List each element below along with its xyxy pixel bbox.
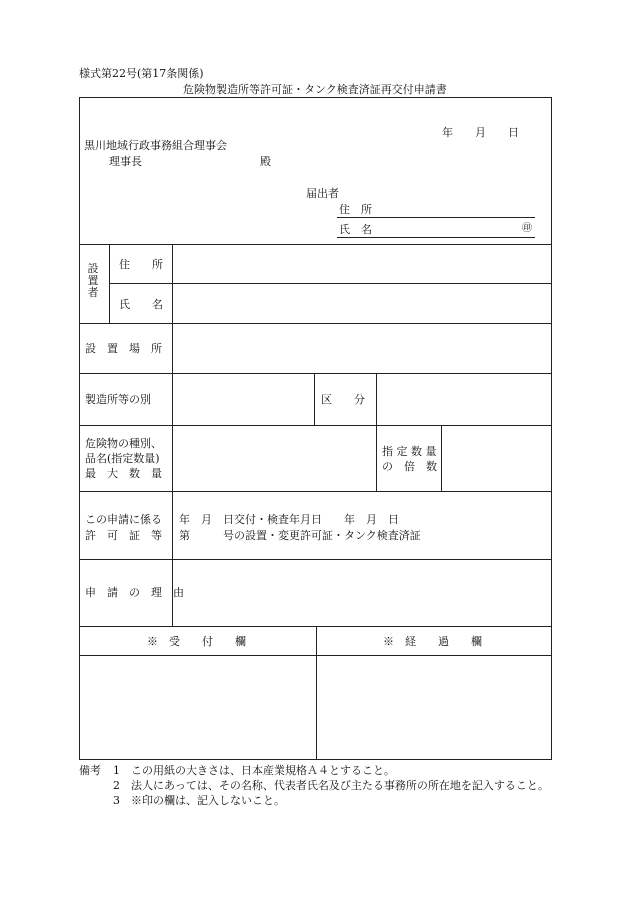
grid-line: [109, 283, 552, 284]
reception-header: ※ 受 付 欄: [147, 635, 246, 648]
hazmat-label-line1: 危険物の種別、: [85, 437, 162, 450]
note-text: この用紙の大きさは、日本産業規格Ａ４とすること。: [131, 764, 395, 777]
note-number: 3: [113, 794, 120, 807]
grid-line: [316, 626, 317, 760]
note-text: ※印の欄は、記入しないこと。: [131, 794, 285, 807]
division-field[interactable]: [380, 380, 546, 420]
grid-line: [79, 559, 552, 560]
location-field[interactable]: [176, 330, 546, 368]
date-field[interactable]: 年 月 日: [442, 126, 519, 139]
installer-address-field[interactable]: [176, 252, 546, 278]
grid-line: [109, 244, 110, 323]
reception-area: [84, 660, 310, 755]
permit-date-line[interactable]: 年 月 日交付・検査年月日 年 月 日: [179, 513, 399, 526]
installer-name-label: 氏 名: [119, 298, 163, 311]
division-label: 区 分: [321, 393, 365, 406]
permit-label-line1: この申請に係る: [85, 513, 162, 526]
grid-line: [172, 244, 173, 626]
grid-line: [376, 373, 377, 491]
form-number: 様式第22号(第17条関係): [79, 67, 204, 80]
ratio-label-line1: 指 定 数 量: [382, 445, 437, 458]
seal-mark: ㊞: [522, 223, 532, 234]
progress-header: ※ 経 過 欄: [383, 635, 482, 648]
ratio-label-line2: の 倍 数: [382, 460, 437, 473]
grid-line: [79, 323, 552, 324]
installer-name-field[interactable]: [176, 290, 546, 318]
location-label: 設 置 場 所: [85, 342, 162, 355]
hazmat-label-line2: 品名(指定数量): [85, 452, 160, 465]
honorific: 殿: [260, 155, 271, 168]
note-number: 2: [113, 779, 120, 792]
grid-line: [79, 244, 552, 245]
hazmat-label-line3: 最 大 数 量: [85, 467, 162, 480]
grid-line: [79, 373, 552, 374]
reason-field[interactable]: [176, 566, 546, 620]
grid-line: [441, 425, 442, 491]
note-text: 法人にあっては、その名称、代表者氏名及び主たる事務所の所在地を記入すること。: [131, 779, 549, 792]
form-title: 危険物製造所等許可証・タンク検査済証再交付申請書: [183, 83, 447, 96]
permit-label-line2: 許 可 証 等: [85, 529, 162, 542]
grid-line: [79, 425, 552, 426]
permit-number-line[interactable]: 第 号の設置・変更許可証・タンク検査済証: [179, 529, 421, 542]
applicant-address-line[interactable]: [337, 217, 535, 218]
addressee-org: 黒川地域行政事務組合理事会: [84, 139, 227, 152]
addressee-title: 理事長: [109, 155, 142, 168]
ratio-field[interactable]: [445, 432, 547, 486]
facility-type-field[interactable]: [176, 380, 310, 420]
installer-address-label: 住 所: [119, 258, 163, 271]
applicant-label: 届出者: [306, 187, 339, 200]
applicant-name-label: 氏 名: [339, 223, 372, 236]
applicant-name-line[interactable]: [337, 237, 535, 238]
applicant-address-label: 住 所: [339, 203, 372, 216]
reason-label: 申 請 の 理 由: [85, 586, 184, 599]
grid-line: [314, 373, 315, 425]
progress-area: [320, 660, 546, 755]
grid-line: [79, 491, 552, 492]
notes-label: 備考: [79, 764, 101, 777]
note-number: 1: [113, 764, 120, 777]
installer-label: 設置者: [87, 262, 99, 299]
facility-type-label: 製造所等の別: [85, 393, 151, 406]
hazmat-field[interactable]: [176, 432, 372, 486]
